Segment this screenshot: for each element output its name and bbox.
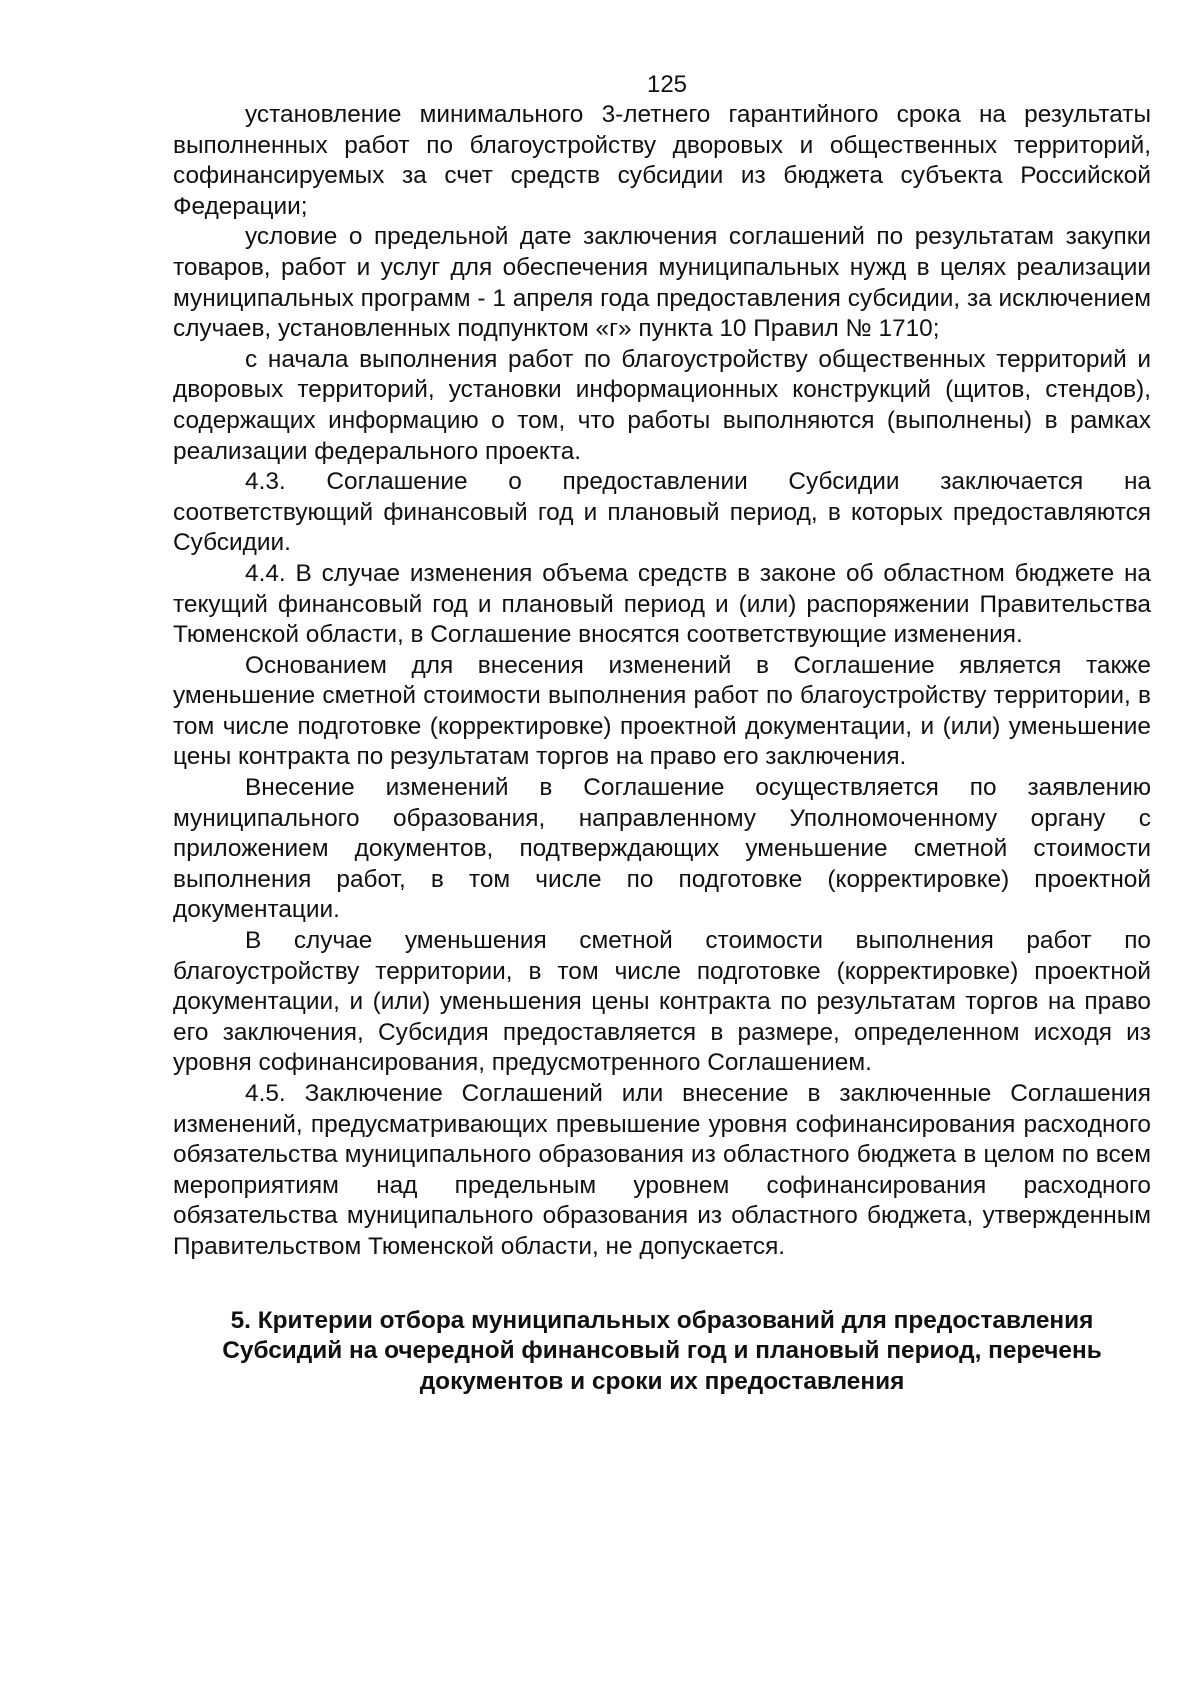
- document-page: [173, 70, 1151, 1397]
- paragraph-warranty-period: установление минимального 3-летнего гарантийного срока на результаты выполненных работ по благоустройству дворовых и общественных территорий, софинансируемых за счет средств субсидии из бюджета субъекта Российской Федерации;: [173, 101, 1151, 220]
- paragraph-contract-deadline: условие о предельной дате заключения соглашений по результатам закупки товаров, работ и услуг для обеспечения муниципальных нужд в целях реализации муниципальных программ - 1 апреля года предоставления субсидии, за исключением случаев, установленных подпунктом «г» пункта 10 Правил № 1710;: [173, 223, 1151, 343]
- page-number: 125: [646, 71, 688, 98]
- paragraph-information-boards: с начала выполнения работ по благоустройству общественных территорий и дворовых территорий, установки информационных конструкций (щитов, стендов), содержащих информацию о том, что работы выполняются (выполнены) в рамках реализации федерального проекта.: [173, 345, 1151, 465]
- section-heading: 5. Критерии отбора муниципальных образований для предоставления Субсидий на очередной финансовый год и плановый период, перечень документов и сроки их предоставления: [222, 1306, 1102, 1395]
- paragraph-4-5: 4.5. Заключение Соглашений или внесение в заключенные Соглашения изменений, предусматривающих превышение уровня софинансирования расходного обязательства муниципального образования из областного бюджета в целом по всем мероприятиям над предельным уровнем софинансирования расходного обязательства муниципального образования из областного бюджета, утвержденным Правительством Тюменской области, не допускается.: [173, 1080, 1151, 1260]
- paragraph-change-procedure: Внесение изменений в Соглашение осуществляется по заявлению муниципального образования, направленному Уполномоченному органу с приложением документов, подтверждающих уменьшение сметной стоимости выполнения работ, в том числе по подготовке (корректировке) проектной документации.: [173, 774, 1151, 924]
- paragraph-4-4: 4.4. В случае изменения объема средств в законе об областном бюджете на текущий финансовый год и плановый период и (или) распоряжении Правительства Тюменской области, в Соглашение вносятся соответствующие изменения.: [173, 559, 1151, 649]
- paragraph-4-3: 4.3. Соглашение о предоставлении Субсидии заключается на соответствующий финансовый год и плановый период, в которых предоставляются Субсидии.: [173, 468, 1151, 557]
- paragraph-grounds-for-changes: Основанием для внесения изменений в Соглашение является также уменьшение сметной стоимости выполнения работ по благоустройству территории, в том числе подготовке (корректировке) проектной документации, и (или) уменьшение цены контракта по результатам торгов на право его заключения.: [173, 651, 1151, 771]
- paragraph-cost-reduction: В случае уменьшения сметной стоимости выполнения работ по благоустройству территории, в том числе подготовке (корректировке) проектной документации, и (или) уменьшения цены контракта по результатам торгов на право его заключения, Субсидия предоставляется в размере, определенном исходя из уровня софинансирования, предусмотренного Соглашением.: [173, 927, 1151, 1077]
